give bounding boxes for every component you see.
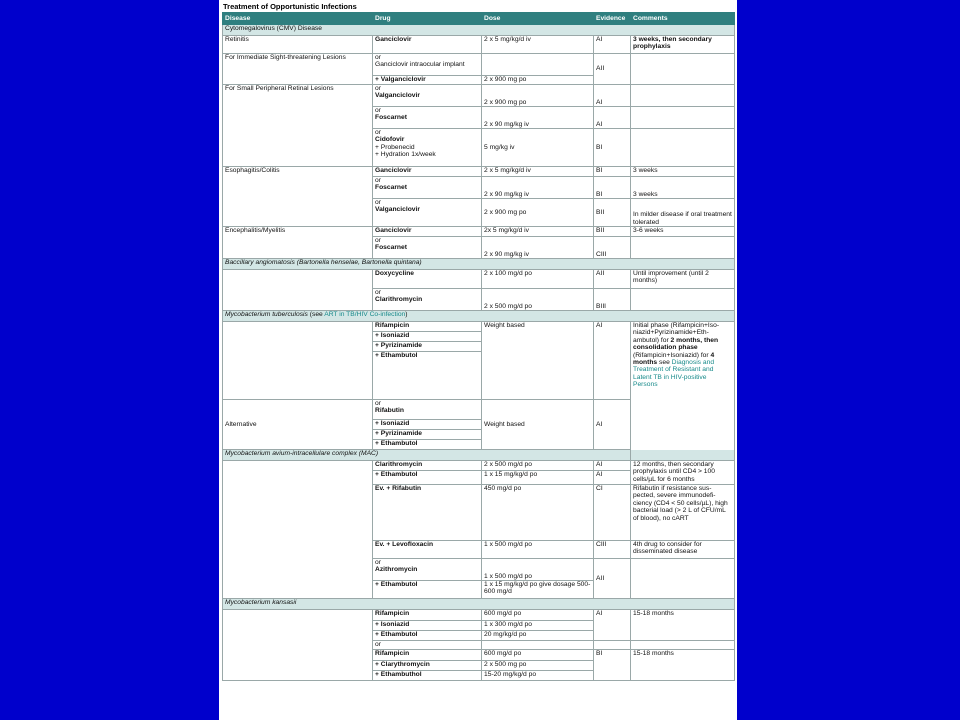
comment-cell	[631, 559, 735, 599]
drug-cell: + Isoniazid	[373, 332, 482, 342]
section-row-tuberculosis	[223, 311, 735, 322]
comment-cell	[631, 129, 735, 167]
section-row-kansasii	[223, 599, 735, 610]
dose-cell: Weight based	[482, 322, 594, 400]
drug-cell: + Pyrizinamide	[373, 342, 482, 352]
evidence-cell: AII	[594, 559, 631, 599]
comment-cell: 3 weeks	[631, 177, 735, 199]
dose-cell: 600 mg/d po	[482, 650, 594, 661]
comment-cell	[631, 54, 735, 85]
drug-cell	[373, 85, 482, 107]
comment-cell	[631, 85, 735, 107]
dose-cell: Weight based	[482, 400, 594, 450]
dose-cell: 2 x 90 mg/kg iv	[482, 107, 594, 129]
drug-cell: Doxycycline	[373, 270, 482, 289]
evidence-cell: BII	[594, 227, 631, 237]
drug-cell: Ganciclovir	[373, 167, 482, 177]
section-title: Baccillary angiomatosis (Bartonella henselae, Bartonella quintana)	[223, 259, 735, 270]
dose-cell: 5 mg/kg iv	[482, 129, 594, 167]
comment-cell: 3 weeks	[631, 167, 735, 177]
or-label: or	[375, 289, 381, 296]
drug-cell: Rifampicin	[373, 322, 482, 332]
comment-cell	[631, 322, 735, 461]
disease-cell	[223, 270, 373, 311]
dose-cell: 600 mg/d po	[482, 610, 594, 621]
drug-cell: Ganciclovir	[373, 227, 482, 237]
evidence-cell: BI	[594, 167, 631, 177]
comment-cell: 4th drug to consider for disseminated disease	[631, 541, 735, 559]
comment-cell: Rifabutin if resistance sus-pected, severe immunodefi-ciency (CD4 < 50 cells/µL), high bacterial load (> 2 L of CFU/mL of blood), no cART	[631, 485, 735, 541]
drug-cell	[373, 559, 482, 581]
drug-cell: + Ethambutol	[373, 440, 482, 450]
evidence-cell: CIII	[594, 237, 631, 259]
evidence-cell: AI	[594, 107, 631, 129]
comment-cell: 15-18 months	[631, 650, 735, 681]
drug-cell	[373, 54, 482, 76]
table-title: Treatment of Opportunistic Infections	[223, 2, 357, 11]
tb-comment-6: see	[657, 359, 672, 367]
table-row	[223, 54, 735, 76]
tb-comment-5: 4 months	[633, 351, 715, 367]
comment-cell: Until improvement (until 2 months)	[631, 270, 735, 289]
drug-cell	[373, 289, 482, 311]
evidence-cell: AI	[594, 322, 631, 400]
drug-name: Valganciclovir	[375, 92, 420, 100]
table-row	[223, 610, 735, 621]
drug-cell	[373, 400, 482, 420]
col-disease: Disease	[223, 13, 373, 25]
drug-cell: Clarithromycin	[373, 461, 482, 471]
header-row	[223, 13, 735, 25]
section-title-text: Mycobacterium tuberculosis	[225, 311, 308, 318]
or-label: or	[375, 107, 381, 114]
section-title	[223, 311, 735, 322]
dose-cell: 2x 5 mg/kg/d iv	[482, 227, 594, 237]
drug-cell: + Isoniazid	[373, 621, 482, 631]
drug-cell: Ganciclovir	[373, 36, 482, 54]
resistant-tb-link[interactable]: Diagnosis and Treatment of Resistant and Latent TB in HIV-positive Persons	[633, 359, 715, 389]
section-title: Mycobacterium avium-intracellulare complex (MAC)	[223, 450, 735, 461]
section-title: Cytomegalovirus (CMV) Disease	[223, 25, 735, 36]
dose-cell: 2 x 90 mg/kg iv	[482, 177, 594, 199]
comment-cell: 15-18 months	[631, 610, 735, 641]
evidence-cell: AI	[594, 461, 631, 471]
drug-cell	[373, 237, 482, 259]
drug-cell: + Ethambutol	[373, 581, 482, 599]
dose-cell: 2 x 900 mg po	[482, 85, 594, 107]
col-evidence: Evidence	[594, 13, 631, 25]
drug-name: Ganciclovir intraocular implant	[375, 61, 465, 69]
comment-cell: In milder disease if oral treatment tolerated	[631, 199, 735, 227]
drug-cell: + Ethambuthol	[373, 671, 482, 681]
drug-addon: + Probenecid	[375, 143, 415, 151]
section-row-bartonella	[223, 259, 735, 270]
drug-name: Cidofovir	[375, 136, 405, 144]
table-row	[223, 227, 735, 237]
evidence-cell: AI	[594, 36, 631, 54]
comment-cell: 3-6 weeks	[631, 227, 735, 237]
drug-name: Foscarnet	[375, 184, 407, 192]
dose-cell: 1 x 15 mg/kg/d po	[482, 471, 594, 485]
disease-cell: Esophagitis/Colitis	[223, 167, 373, 227]
table-row	[223, 167, 735, 177]
table-row	[223, 270, 735, 289]
drug-addon: + Hydration 1x/week	[375, 151, 436, 159]
drug-cell	[373, 199, 482, 227]
evidence-cell: AI	[594, 400, 631, 450]
drug-cell: + Ethambutol	[373, 352, 482, 400]
or-label: or	[375, 237, 381, 244]
evidence-cell: BII	[594, 199, 631, 227]
dose-cell	[482, 641, 594, 650]
or-label: or	[375, 54, 381, 61]
drug-name: Rifabutin	[375, 407, 404, 415]
drug-cell: or	[373, 641, 482, 650]
drug-name: Valganciclovir	[375, 206, 420, 214]
evidence-cell: BIII	[594, 289, 631, 311]
disease-cell: Alternative	[223, 400, 373, 450]
disease-cell: Retinitis	[223, 36, 373, 54]
dose-cell: 1 x 500 mg/d po	[482, 541, 594, 559]
dose-cell: 2 x 5 mg/kg/d iv	[482, 167, 594, 177]
or-label: or	[375, 85, 381, 92]
dose-cell: 450 mg/d po	[482, 485, 594, 541]
section-row-mac	[223, 450, 735, 461]
comment-cell	[631, 641, 735, 650]
dose-cell: 2 x 900 mg po	[482, 76, 594, 85]
comment-cell	[631, 237, 735, 259]
evidence-cell: AI	[594, 85, 631, 107]
dose-cell: 2 x 900 mg po	[482, 199, 594, 227]
drug-name: Clarithromycin	[375, 296, 423, 304]
drug-cell	[373, 177, 482, 199]
dose-cell: 2 x 100 mg/d po	[482, 270, 594, 289]
table-row	[223, 36, 735, 54]
disease-cell: For Small Peripheral Retinal Lesions	[223, 85, 373, 167]
document-page	[219, 0, 737, 720]
drug-cell: Rifampicin	[373, 650, 482, 661]
tb-comment-1: Initial phase (Rifampicin+Iso-niazid+Pyrizinamide+Eth-ambutol) for	[633, 322, 720, 344]
dose-cell: 2 x 500 mg/d po	[482, 289, 594, 311]
dose-cell	[482, 54, 594, 76]
evidence-cell: BI	[594, 650, 631, 681]
tb-comment-3: then consolidation phase	[633, 336, 719, 352]
table-row	[223, 322, 735, 332]
evidence-cell: BI	[594, 177, 631, 199]
evidence-cell: AI	[594, 610, 631, 641]
dose-cell: 1 x 15 mg/kg/d po give dosage 500-600 mg/d	[482, 581, 594, 599]
tb-comment-4: (Rifampicin+Isoniazid) for	[633, 351, 711, 359]
comment-cell	[631, 107, 735, 129]
drug-cell: + Valganciclovir	[373, 76, 482, 85]
or-label: or	[375, 199, 381, 206]
dose-cell: 1 x 300 mg/d po	[482, 621, 594, 631]
drug-cell: + Ethambutol	[373, 471, 482, 485]
comment-cell: 12 months, then secondary prophylaxis until CD4 > 100 cells/µL for 6 months	[631, 461, 735, 485]
col-dose: Dose	[482, 13, 594, 25]
drug-cell	[373, 107, 482, 129]
drug-cell: + Isoniazid	[373, 420, 482, 430]
drug-cell: Ev. + Levofloxacin	[373, 541, 482, 559]
tb-comment-2: 2 months,	[670, 336, 703, 344]
dose-cell: 2 x 5 mg/kg/d iv	[482, 36, 594, 54]
drug-name: Foscarnet	[375, 244, 407, 252]
section-title-post: )	[405, 311, 408, 318]
col-comments: Comments	[631, 13, 735, 25]
col-drug: Drug	[373, 13, 482, 25]
disease-cell	[223, 610, 373, 681]
dose-cell: 2 x 90 mg/kg iv	[482, 237, 594, 259]
drug-cell: + Pyrizinamide	[373, 430, 482, 440]
dose-cell: 1 x 500 mg/d po	[482, 559, 594, 581]
disease-cell: For Immediate Sight-threatening Lesions	[223, 54, 373, 85]
or-label: or	[375, 129, 381, 136]
evidence-cell: CIII	[594, 541, 631, 559]
dose-cell: 20 mg/kg/d po	[482, 631, 594, 641]
or-label: or	[375, 559, 381, 566]
comment-cell	[631, 289, 735, 311]
drug-cell: + Clarythromycin	[373, 661, 482, 671]
treatment-table	[222, 12, 735, 681]
drug-cell: Ev. + Rifabutin	[373, 485, 482, 541]
dose-cell: 2 x 500 mg po	[482, 661, 594, 671]
evidence-cell: CI	[594, 485, 631, 541]
table-row	[223, 85, 735, 107]
evidence-cell: AII	[594, 54, 631, 85]
dose-cell: 15-20 mg/kg/d po	[482, 671, 594, 681]
or-label: or	[375, 177, 381, 184]
drug-cell	[373, 129, 482, 167]
dose-cell: 2 x 500 mg/d po	[482, 461, 594, 471]
tb-coinfection-link[interactable]: ART in TB/HIV Co-infection	[324, 311, 406, 318]
evidence-cell: BI	[594, 129, 631, 167]
disease-cell	[223, 322, 373, 400]
section-title-pre: (see	[307, 311, 325, 318]
drug-name: Foscarnet	[375, 114, 407, 122]
evidence-cell: AI	[594, 471, 631, 485]
evidence-cell	[594, 641, 631, 650]
section-title: Mycobacterium kansasii	[223, 599, 735, 610]
table-row	[223, 461, 735, 471]
disease-cell: Encephalitis/Myelitis	[223, 227, 373, 259]
or-label: or	[375, 400, 381, 407]
section-row-cmv	[223, 25, 735, 36]
comment-cell: 3 weeks, then secondary prophylaxis	[631, 36, 735, 54]
disease-cell	[223, 461, 373, 599]
drug-cell: Rifampicin	[373, 610, 482, 621]
drug-cell: + Ethambutol	[373, 631, 482, 641]
drug-name: Azithromycin	[375, 566, 418, 574]
evidence-cell: AII	[594, 270, 631, 289]
